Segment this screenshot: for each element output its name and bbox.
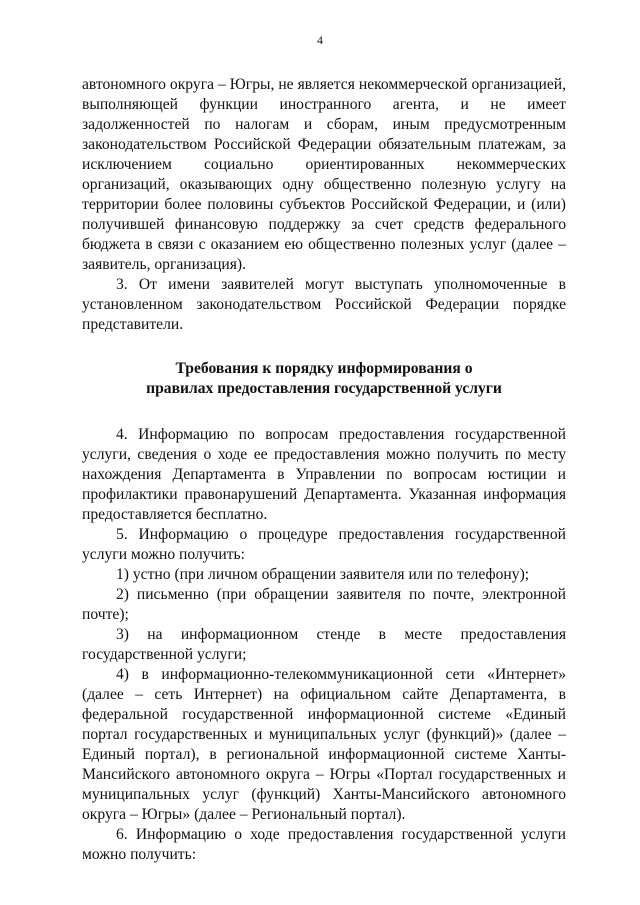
paragraph-5: 5. Информацию о процедуре предоставления государственной услуги можно получить: bbox=[82, 526, 566, 563]
list-item-4: 4) в информационно-телекоммуникационной сети «Интернет» (далее – сеть Интернет) на официальном сайте Департамента, в федеральной государственной информационной системе «Единый портал государственных и муниципальных услуг (функций)» (далее – Единый портал), в региональной информационной системе Ханты-Мансийского автономного округа – Югры «Портал государственных и муниципальных услуг (функций) Ханты-Мансийского автономного округа – Югры» (далее – Региональный портал). bbox=[82, 666, 566, 823]
paragraph-3: 3. От имени заявителей могут выступать уполномоченные в установленном законодательством Российской Федерации порядке представители. bbox=[82, 276, 566, 333]
section-heading-line-1: Требования к порядку информирования о bbox=[175, 360, 473, 377]
paragraph-6: 6. Информацию о ходе предоставления государственной услуги можно получить: bbox=[82, 826, 566, 863]
page-number: 4 bbox=[317, 33, 323, 47]
paragraph-4: 4. Информацию по вопросам предоставления государственной услуги, сведения о ходе ее предоставления можно получить по месту нахождения Департамента в Управлении по вопросам юстиции и профилактики правонарушений Департамента. Указанная информация предоставляется бесплатно. bbox=[82, 426, 566, 523]
list-item-1: 1) устно (при личном обращении заявителя или по телефону); bbox=[116, 566, 530, 583]
section-heading-line-2: правилах предоставления государственной услуги bbox=[146, 380, 502, 397]
document-body bbox=[82, 75, 566, 865]
list-item-3: 3) на информационном стенде в месте предоставления государственной услуги; bbox=[82, 626, 566, 663]
list-item-2: 2) письменно (при обращении заявителя по почте, электронной почте); bbox=[82, 586, 566, 623]
paragraph-continuation: автономного округа – Югры, не является некоммерческой организацией, выполняющей функции иностранного агента, и не имеет задолженностей по налогам и сборам, иным предусмотренным законодательством Российской Федерации обязательным платежам, за исключением социально ориентированных некоммерческих организаций, оказывающих одну общественно полезную услугу на территории более половины субъектов Российской Федерации, и (или) получившей финансовую поддержку за счет средств федерального бюджета в связи с оказанием ею общественно полезных услуг (далее – заявитель, организация). bbox=[82, 76, 566, 273]
section-heading bbox=[82, 359, 566, 399]
